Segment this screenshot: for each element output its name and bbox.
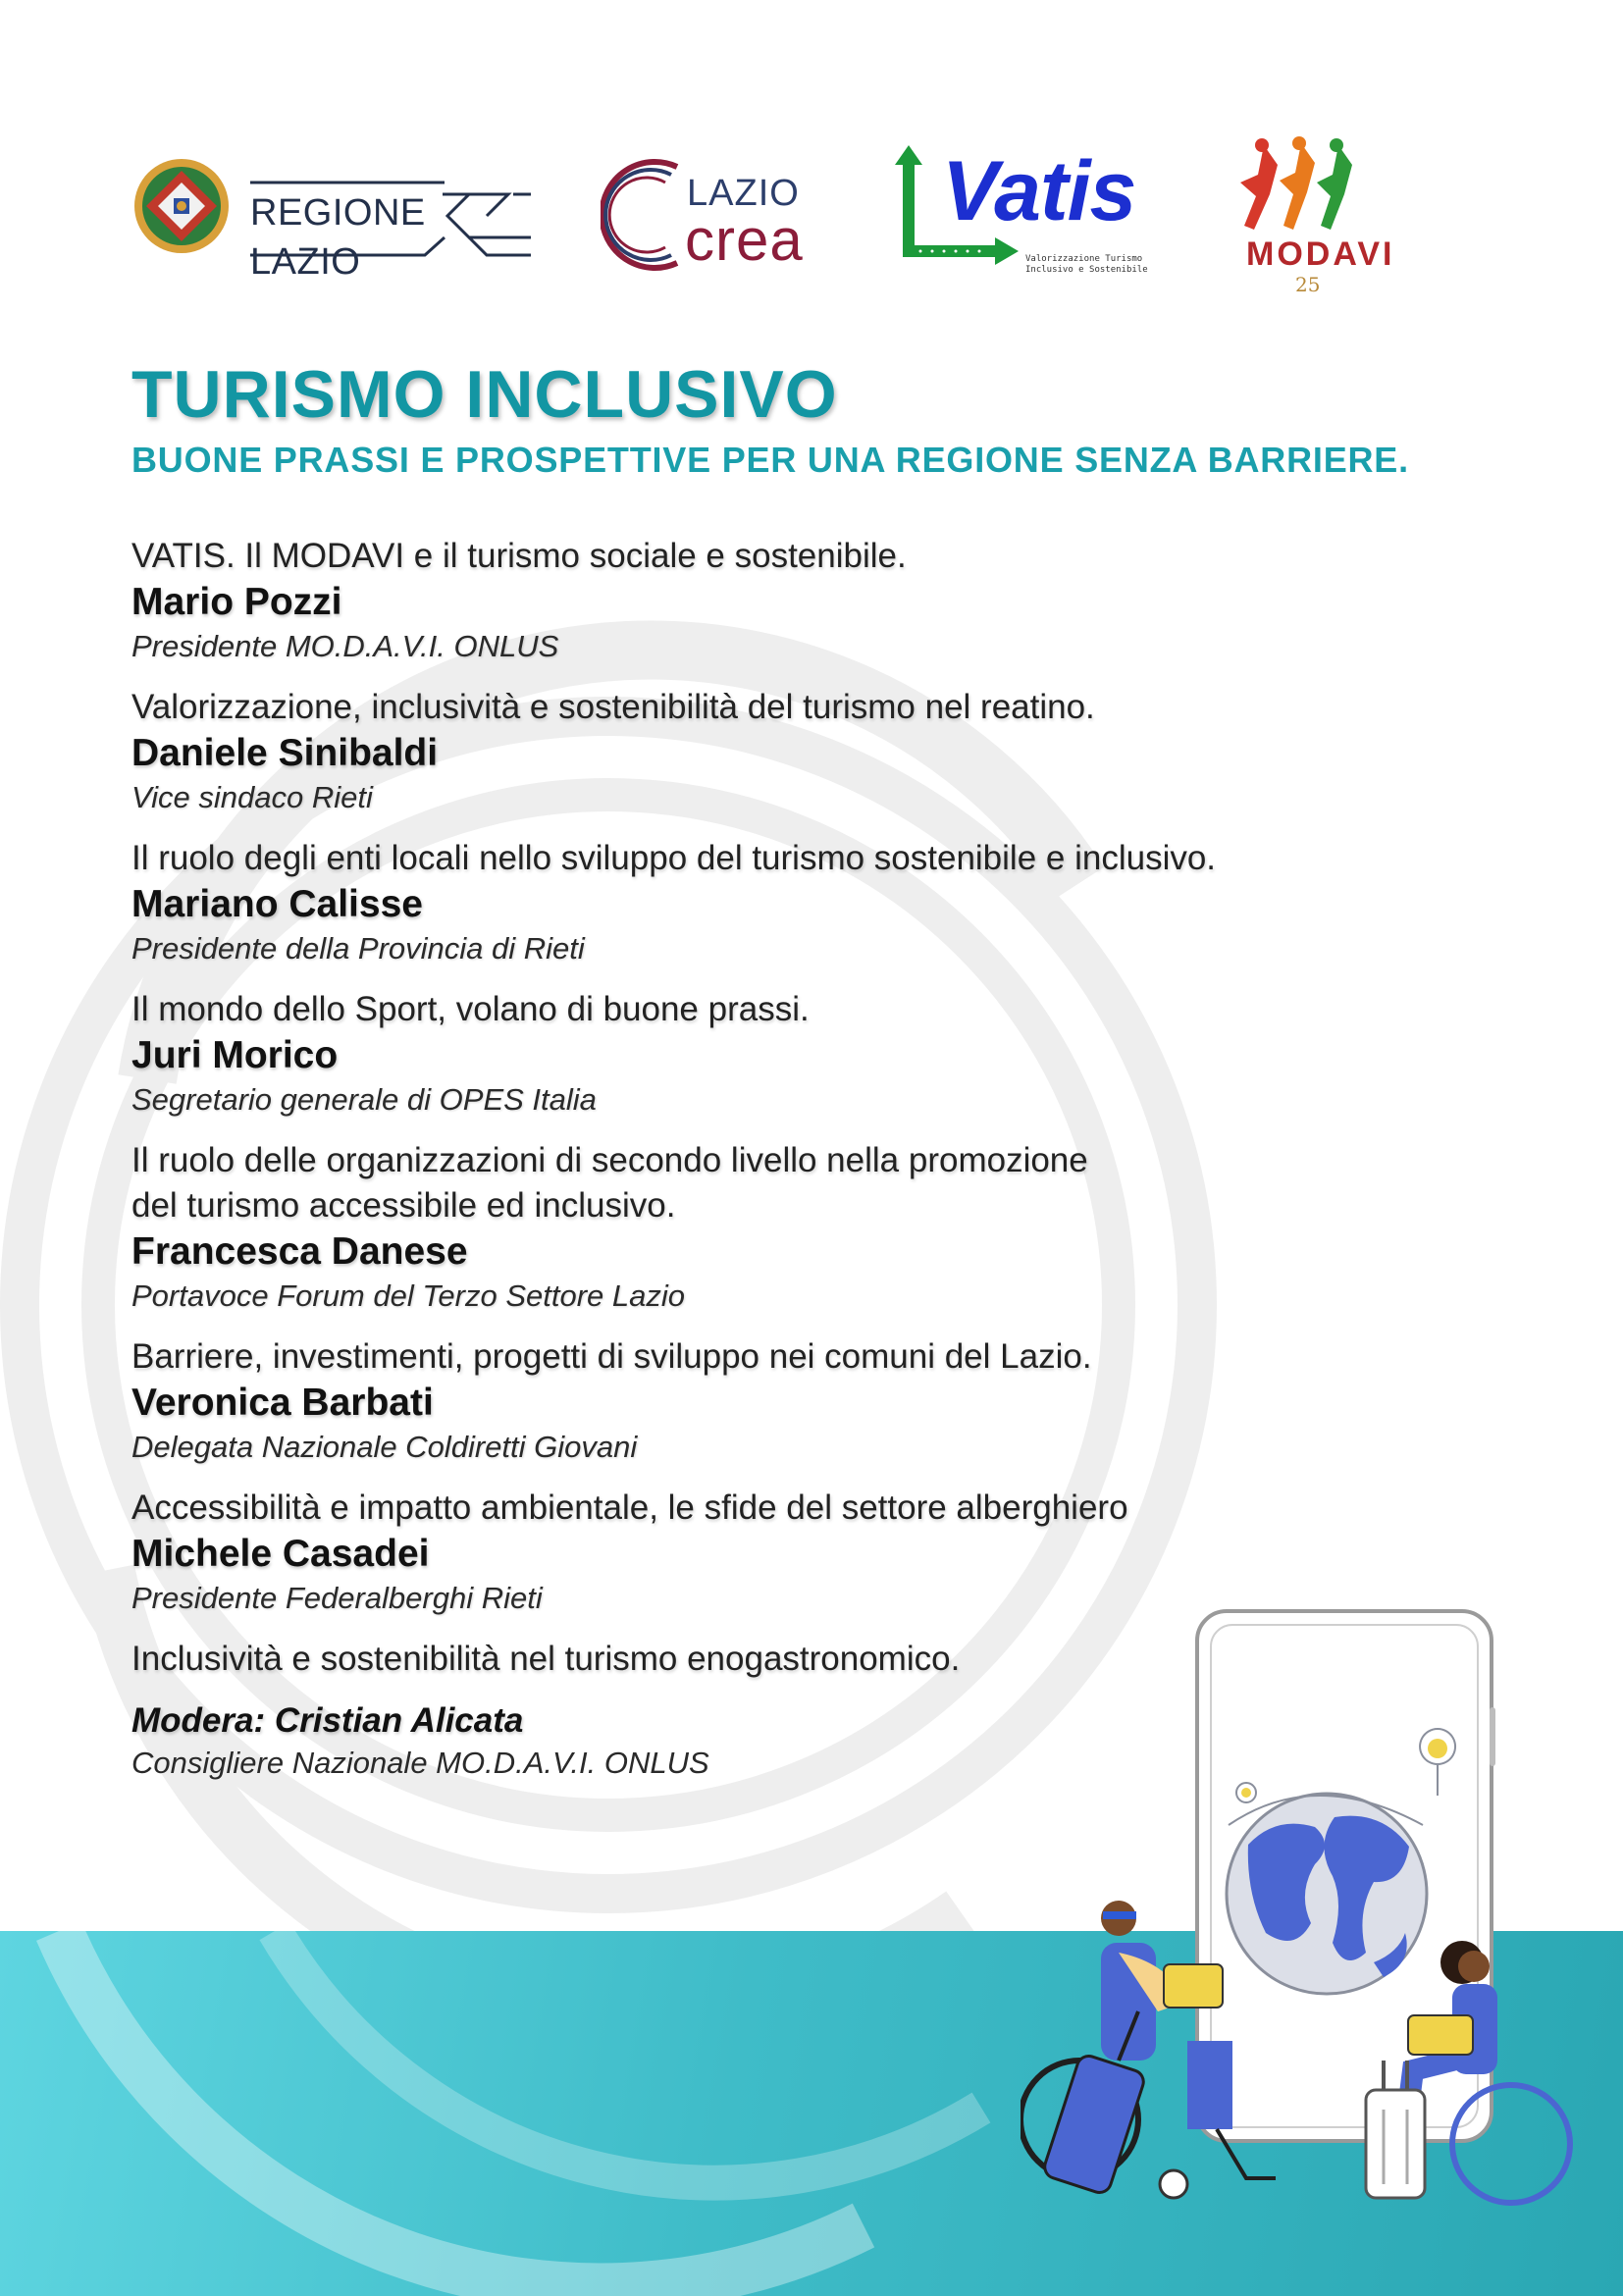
vatis-tagline: Valorizzazione Turismo Inclusivo e Sostenibile (1025, 254, 1148, 275)
talk-topic: Barriere, investimenti, progetti di sviluppo nei comuni del Lazio. (131, 1337, 1092, 1376)
modavi-figures-icon (1234, 135, 1382, 237)
page-title: TURISMO INCLUSIVO (131, 357, 838, 432)
laziocrea-bottom-text: crea (685, 207, 804, 273)
program-item (131, 987, 1525, 1121)
regione-lazio-logo (131, 157, 533, 283)
speaker-name: Daniele Sinibaldi (131, 732, 439, 774)
speaker-name: Michele Casadei (131, 1533, 430, 1575)
globe-icon (1227, 1794, 1427, 1994)
program-item (131, 836, 1525, 969)
speaker-name: Mariano Calisse (131, 883, 423, 925)
talk-topic: Il mondo dello Sport, volano di buone prassi. (131, 990, 810, 1028)
program-item (131, 1334, 1525, 1468)
moderator-name: Modera: Cristian Alicata (131, 1701, 524, 1740)
speaker-name: Juri Morico (131, 1034, 339, 1076)
talk-topic: Inclusività e sostenibilità nel turismo enogastronomico. (131, 1640, 961, 1678)
talk-topic: Il ruolo degli enti locali nello sviluppo del turismo sostenibile e inclusivo. (131, 839, 1217, 877)
program-item (131, 1138, 1525, 1317)
speaker-role: Portavoce Forum del Terzo Settore Lazio (131, 1278, 686, 1313)
vatis-wordmark: Vatis (942, 144, 1136, 238)
speaker-name: Francesca Danese (131, 1230, 468, 1273)
modavi-anniversary: 25 (1295, 273, 1321, 296)
lazio-word: LAZIO (250, 241, 361, 283)
speaker-role: Presidente MO.D.A.V.I. ONLUS (131, 629, 559, 663)
logo-row (0, 128, 1623, 294)
program-item (131, 685, 1525, 818)
modavi-wordmark: MODAVI (1246, 235, 1395, 273)
vatis-logo (893, 143, 1168, 281)
speaker-name: Mario Pozzi (131, 581, 342, 623)
talk-topic: VATIS. Il MODAVI e il turismo sociale e sostenibile. (131, 537, 907, 575)
laziocrea-top-text: LAZIO (687, 173, 800, 214)
talk-topic: Il ruolo delle organizzazioni di secondo livello nella promozione del turismo accessibile ed inclusivo. (131, 1141, 1088, 1225)
speaker-role: Segretario generale di OPES Italia (131, 1082, 597, 1117)
talk-topic: Accessibilità e impatto ambientale, le sfide del settore alberghiero (131, 1488, 1128, 1527)
modavi-logo (1234, 135, 1395, 296)
speaker-role: Presidente della Provincia di Rieti (131, 931, 585, 965)
regione-word: REGIONE (250, 192, 426, 234)
speaker-name: Veronica Barbati (131, 1382, 434, 1424)
speaker-role: Presidente Federalberghi Rieti (131, 1581, 543, 1615)
program-list (131, 534, 1525, 1784)
laziocrea-logo (601, 147, 826, 285)
speaker-role: Delegata Nazionale Coldiretti Giovani (131, 1430, 638, 1464)
laziocrea-arc-icon (601, 147, 699, 285)
talk-topic: Valorizzazione, inclusività e sostenibilità del turismo nel reatino. (131, 688, 1095, 726)
travel-illustration (1021, 1599, 1590, 2227)
page-subtitle: BUONE PRASSI E PROSPETTIVE PER UNA REGIONE SENZA BARRIERE. (131, 440, 1409, 480)
program-item (131, 534, 1525, 667)
speaker-role: Vice sindaco Rieti (131, 780, 373, 814)
moderator-role: Consigliere Nazionale MO.D.A.V.I. ONLUS (131, 1746, 709, 1780)
